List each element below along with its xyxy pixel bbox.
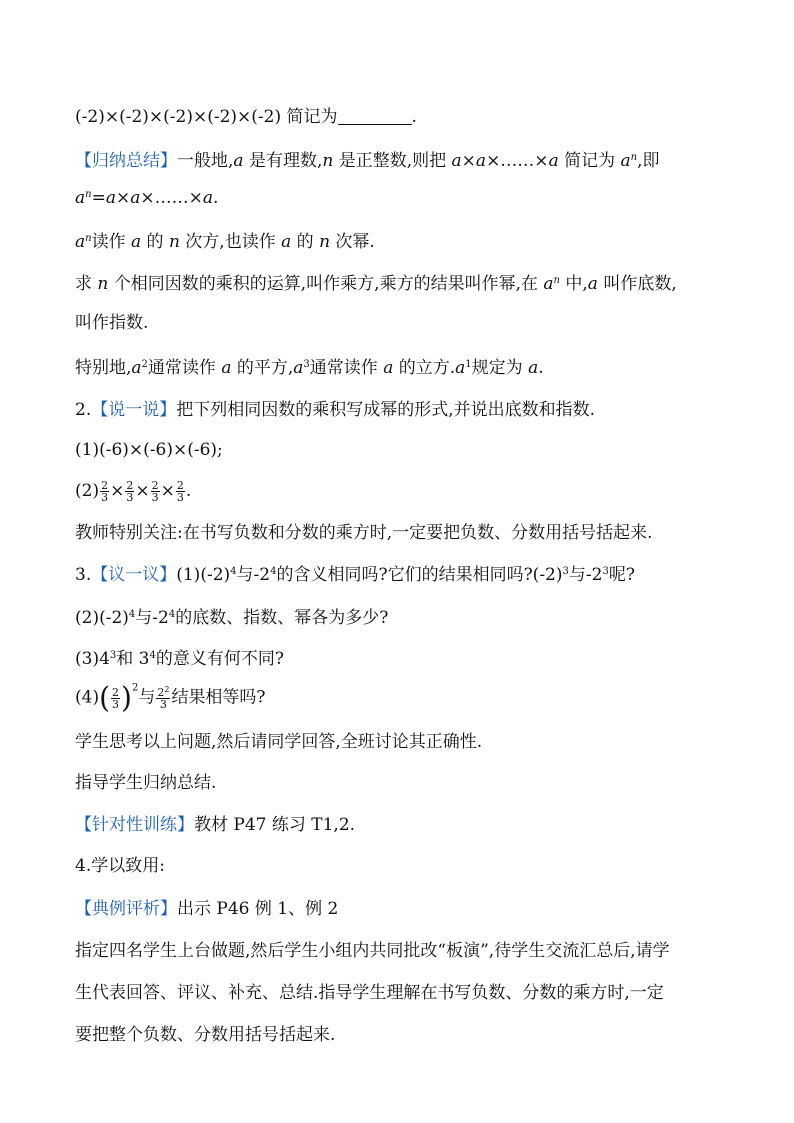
question-3-3: $(3)4^3$和 $3^4$的意义有何不同? — [75, 649, 285, 669]
example-line: 【典例评析】出示 P46 例 1、例 2 — [75, 899, 339, 919]
paragraph-line-2: 生代表回答、评议、补充、总结.指导学生理解在书写负数、分数的乘方时,一定 — [75, 983, 664, 1003]
summary-line-2: $a^n=a\times a\times\dots\dots\times a$. — [75, 188, 219, 208]
teacher-note: 教师特别关注:在书写负数和分数的乘方时,一定要把负数、分数用括号括起来. — [75, 523, 653, 543]
question-2-2: (2) $\frac{2}{3}$ × $\frac{2}{3}$ × $\frac{2}{3}$ × $\frac{2}{3}$ . — [75, 479, 192, 504]
question-2-1: (1)(-6)×(-6)×(-6); — [75, 440, 223, 460]
question-3-2: $(2)(-2)^4$与$-2^4$的底数、指数、幂各为多少? — [75, 608, 389, 628]
fraction-two-thirds: $\frac{2}{3}$ — [126, 479, 134, 504]
paragraph-line-1: 指定四名学生上台做题,然后学生小组内共同批改“板演”,待学生交流汇总后,请学 — [75, 941, 670, 961]
paragraph-line-3: 要把整个负数、分数用括号括起来. — [75, 1025, 336, 1045]
item-4-heading: 4.学以致用: — [75, 856, 165, 876]
special-case-line: 特别地$,a^2$通常读作 a 的平方$,a^3$通常读作 a 的立方$.a^1$规定为 a. — [75, 358, 544, 378]
fill-in-blank[interactable] — [338, 106, 412, 125]
think-line: 学生思考以上问题,然后请同学回答,全班讨论其正确性. — [75, 732, 483, 752]
line-power-notation: (-2)×(-2)×(-2)×(-2)×(-2) 简记为 . — [75, 107, 417, 127]
guide-line: 指导学生归纳总结. — [75, 773, 217, 793]
definition-line-2: 叫作指数. — [75, 313, 149, 333]
example-bracket: 【典例评析】 — [75, 899, 177, 919]
item-2-heading: 2.【说一说】把下列相同因数的乘积写成幂的形式,并说出底数和指数. — [75, 400, 596, 420]
training-line: 【针对性训练】教材 P47 练习 T1,2. — [75, 815, 356, 835]
fraction-two-thirds: $\frac{2}{3}$ — [176, 479, 184, 504]
fraction-two-thirds: $\frac{2}{3}$ — [112, 685, 120, 711]
say-bracket: 【说一说】 — [91, 400, 177, 420]
discuss-bracket: 【议一议】 — [91, 565, 177, 585]
fraction-two-thirds: $\frac{2}{3}$ — [101, 479, 109, 504]
fraction-two-squared-over-three: $\frac{2^2}{3}$ — [157, 684, 170, 711]
summary-bracket: 【归纳总结】 — [75, 151, 177, 171]
training-bracket: 【针对性训练】 — [75, 815, 194, 835]
fraction-two-thirds: $\frac{2}{3}$ — [151, 479, 159, 504]
reading-line: $a^n$读作 a 的 n 次方,也读作 a 的 n 次幂. — [75, 232, 375, 252]
summary-line-1: 【归纳总结】一般地,a 是有理数,n 是正整数,则把 a×a×……×a 简记为 $a^n$,即 — [75, 151, 660, 171]
question-3-4: (4)( $\frac{2}{3}$ )$^2$与 $\frac{2^2}{3}$ 结果相等吗? — [75, 680, 266, 715]
definition-line-1: 求 n 个相同因数的乘积的运算,叫作乘方,乘方的结果叫作幂,在 $a^n$ 中,a 叫作底数, — [75, 274, 677, 294]
item-3-heading: 3.【议一议】$(1)(-2)^4$与$-2^4$的含义相同吗?它们的结果相同吗$?(-2)^3$与$-2^3$呢? — [75, 565, 635, 585]
